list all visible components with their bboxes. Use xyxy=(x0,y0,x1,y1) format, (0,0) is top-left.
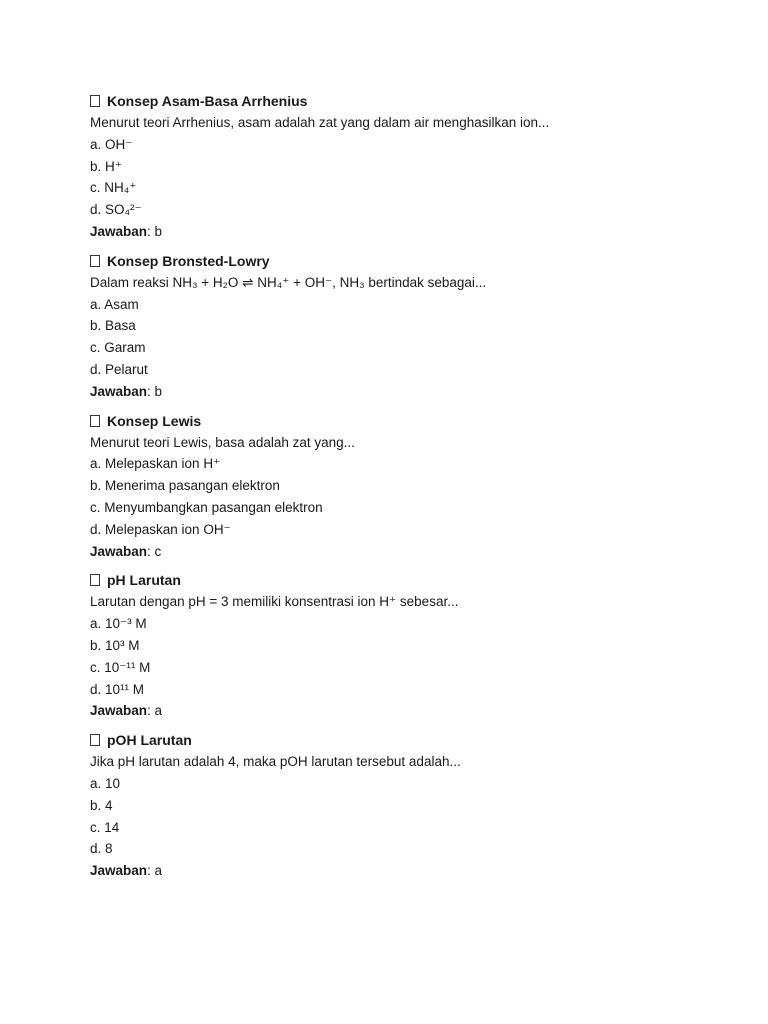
option-a: a. 10 xyxy=(90,775,121,791)
option-c: c. 10⁻¹¹ M xyxy=(90,659,151,675)
answer-label: Jawaban xyxy=(90,703,148,719)
section-heading xyxy=(90,250,690,272)
section-heading-text: pOH Larutan xyxy=(107,732,192,749)
section-heading xyxy=(90,410,690,432)
section-heading xyxy=(90,729,690,751)
missing-glyph-icon xyxy=(90,95,100,107)
option-b: b. 10³ M xyxy=(90,637,140,653)
option-d: d. SO₄²⁻ xyxy=(90,202,142,218)
answer-label: Jawaban xyxy=(90,863,148,879)
question-text: Jika pH larutan adalah 4, maka pOH larutan tersebut adalah... xyxy=(90,754,461,770)
option-a: a. Melepaskan ion H⁺ xyxy=(90,456,221,472)
option-c: c. Garam xyxy=(90,340,146,356)
answer-label: Jawaban xyxy=(90,223,148,239)
answer-line xyxy=(90,700,690,722)
section-heading-text: Konsep Bronsted-Lowry xyxy=(107,252,270,269)
answer-label: Jawaban xyxy=(90,383,148,399)
document-body xyxy=(90,90,690,889)
option-b: b. H⁺ xyxy=(90,158,122,174)
question-text: Menurut teori Lewis, basa adalah zat yang... xyxy=(90,434,355,450)
option-d: d. Pelarut xyxy=(90,361,148,377)
section-heading xyxy=(90,90,690,112)
option-c: c. Menyumbangkan pasangan elektron xyxy=(90,499,323,515)
answer-value: : a xyxy=(147,703,163,719)
option-c: c. 14 xyxy=(90,819,120,835)
section-heading-text: pH Larutan xyxy=(107,572,181,589)
question-text: Dalam reaksi NH₃ + H₂O ⇌ NH₄⁺ + OH⁻, NH₃ bertindak sebagai... xyxy=(90,274,487,290)
option-a: a. 10⁻³ M xyxy=(90,616,147,632)
section-bronsted-lowry xyxy=(90,250,690,403)
question-text: Menurut teori Arrhenius, asam adalah zat yang dalam air menghasilkan ion... xyxy=(90,115,550,130)
missing-glyph-icon xyxy=(90,255,100,267)
missing-glyph-icon xyxy=(90,734,100,746)
option-d: d. 10¹¹ M xyxy=(90,681,145,697)
answer-line xyxy=(90,381,690,403)
section-ph xyxy=(90,569,690,722)
answer-label: Jawaban xyxy=(90,543,148,559)
option-c: c. NH₄⁺ xyxy=(90,180,137,196)
answer-line xyxy=(90,860,690,882)
option-b: b. Basa xyxy=(90,318,136,334)
answer-value: : c xyxy=(147,543,162,559)
option-d: d. 8 xyxy=(90,841,113,857)
option-b: b. Menerima pasangan elektron xyxy=(90,478,280,494)
option-b: b. 4 xyxy=(90,797,113,813)
answer-value: : b xyxy=(147,223,163,239)
question-text: Larutan dengan pH = 3 memiliki konsentrasi ion H⁺ sebesar... xyxy=(90,594,459,610)
missing-glyph-icon xyxy=(90,574,100,586)
missing-glyph-icon xyxy=(90,415,100,427)
answer-line xyxy=(90,541,690,563)
option-d: d. Melepaskan ion OH⁻ xyxy=(90,521,231,537)
section-heading-text: Konsep Asam-Basa Arrhenius xyxy=(107,93,308,109)
section-heading xyxy=(90,569,690,591)
section-poh xyxy=(90,729,690,882)
answer-value: : a xyxy=(147,863,163,879)
answer-value: : b xyxy=(147,383,163,399)
option-a: a. OH⁻ xyxy=(90,136,133,152)
section-heading-text: Konsep Lewis xyxy=(107,412,202,429)
section-lewis xyxy=(90,410,690,563)
section-arrhenius xyxy=(90,90,690,243)
option-a: a. Asam xyxy=(90,296,139,312)
answer-line xyxy=(90,221,690,243)
